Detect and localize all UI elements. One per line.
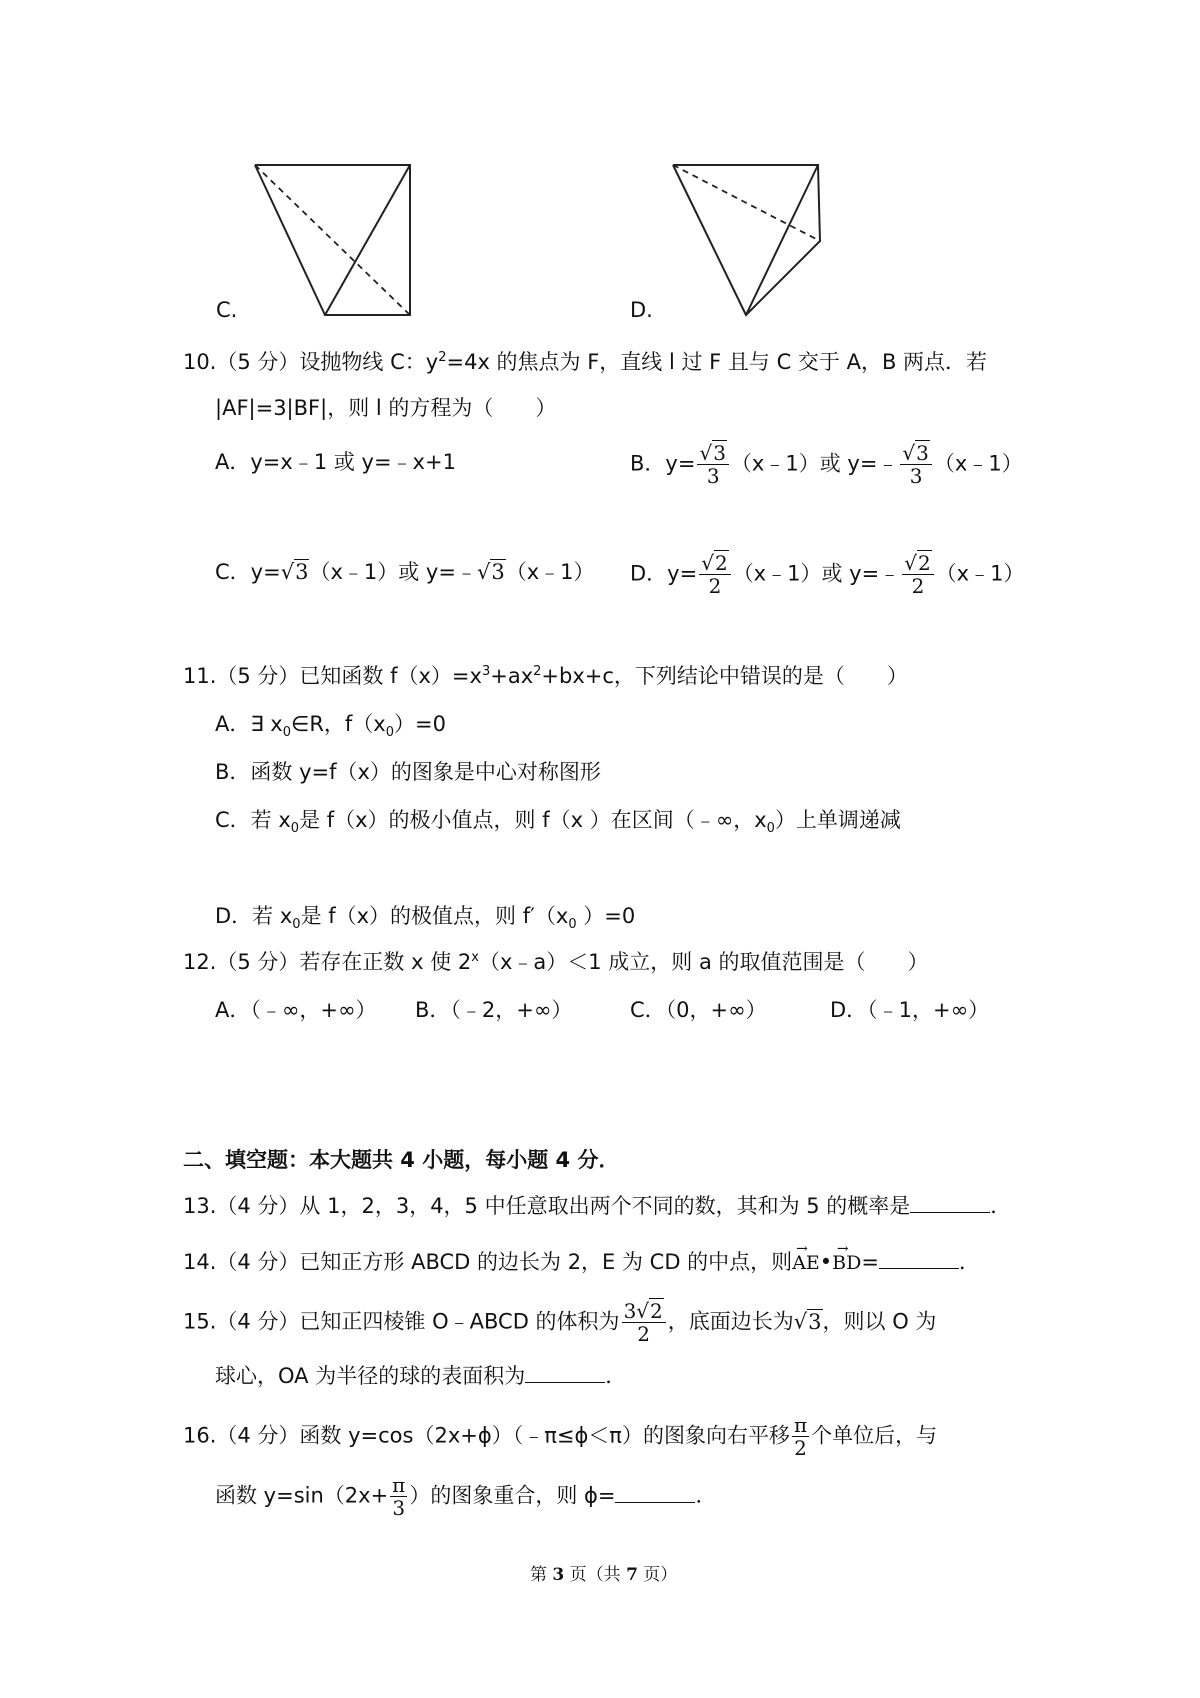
q16-answer-blank[interactable] xyxy=(615,1482,695,1503)
q10-option-b: B．y= $\frac{√3}{3}$ （x﹣1）或 y=﹣ $\frac{√3}{3}$ （x﹣1） xyxy=(630,441,1023,488)
q12-option-a: A．（﹣∞，+∞） xyxy=(215,998,377,1022)
q13-text: 13.（4 分）从 1，2，3，4，5 中任意取出两个不同的数，其和为 5 的概率是 ． xyxy=(183,1194,1012,1218)
q16-line2: 函数 y=sin（2x+ $\frac{\pi}{3}$ ）的图象重合，则 ϕ= ． xyxy=(215,1473,717,1520)
q12-option-b: B．（﹣2，+∞） xyxy=(415,998,573,1022)
figure-d xyxy=(668,160,838,320)
q16-line1: 16.（4 分）函数 y=cos（2x+ϕ）（﹣π≤ϕ＜π）的图象向右平移 $\frac{\pi}{2}$ 个单位后，与 xyxy=(183,1413,938,1460)
figure-c-label: C. xyxy=(216,298,238,322)
q14-text: 14.（4 分）已知正方形 ABCD 的边长为 2，E 为 CD 的中点，则→ AE•→ BD= ． xyxy=(183,1248,980,1277)
q10-option-c: C．y=√3（x﹣1）或 y=﹣√3（x﹣1） xyxy=(215,560,595,584)
q11-option-c: C．若 $x_0$是 f（x）的极小值点，则 f（x ）在区间（﹣∞，$x_0$）上单调递减 xyxy=(215,808,901,837)
q10-option-d: D．y= $\frac{√2}{2}$ （x﹣1）或 y=﹣ $\frac{√2}{2}$ （x﹣1） xyxy=(630,551,1025,598)
q15-line2: 球心，OA 为半径的球的表面积为 ． xyxy=(215,1364,627,1388)
q10-stem-line1: 10.（5 分）设抛物线 C：$y^2=4x$ 的焦点为 F，直线 l 过 F 且与 C 交于 A，B 两点．若 xyxy=(183,350,988,374)
q12-stem: 12.（5 分）若存在正数 x 使 $2^x(x﹣a)<1$ 成立，则 a 的取值范围是（ ） xyxy=(183,950,929,974)
q11-option-a: A．∃ $x_0\in R$，$f(x_0)=0$ xyxy=(215,712,446,741)
page-footer: 第 3 页（共 7 页） xyxy=(530,1565,678,1585)
q15-line1: 15.（4 分）已知正四棱锥 O﹣ABCD 的体积为 $\frac{3√2}{2}$ ，底面边长为√3，则以 O 为 xyxy=(183,1299,937,1346)
figure-c xyxy=(250,160,420,320)
q10-stem-line2: |AF|=3|BF|，则 l 的方程为（ ） xyxy=(215,396,557,420)
q14-answer-blank[interactable] xyxy=(879,1248,959,1269)
figure-d-label: D. xyxy=(630,298,653,322)
q11-option-d: D．若 $x_0$是 f（x）的极值点，则 $f'(x_0$ ）=0 xyxy=(215,904,636,933)
q12-option-d: D．（﹣1，+∞） xyxy=(830,998,990,1022)
q11-option-b: B．函数 y=f（x）的图象是中心对称图形 xyxy=(215,760,601,784)
q10-option-a: A．y=x﹣1 或 y=﹣x+1 xyxy=(215,450,456,474)
q15-answer-blank[interactable] xyxy=(525,1362,605,1383)
section-heading: 二、填空题：本大题共 4 小题，每小题 4 分． xyxy=(183,1148,620,1172)
q11-stem: 11.（5 分）已知函数 $f(x)=x^3+ax^2+bx+c$，下列结论中错误的是（ ） xyxy=(183,664,908,688)
q12-option-c: C．（0，+∞） xyxy=(630,998,767,1022)
q13-answer-blank[interactable] xyxy=(910,1192,990,1213)
